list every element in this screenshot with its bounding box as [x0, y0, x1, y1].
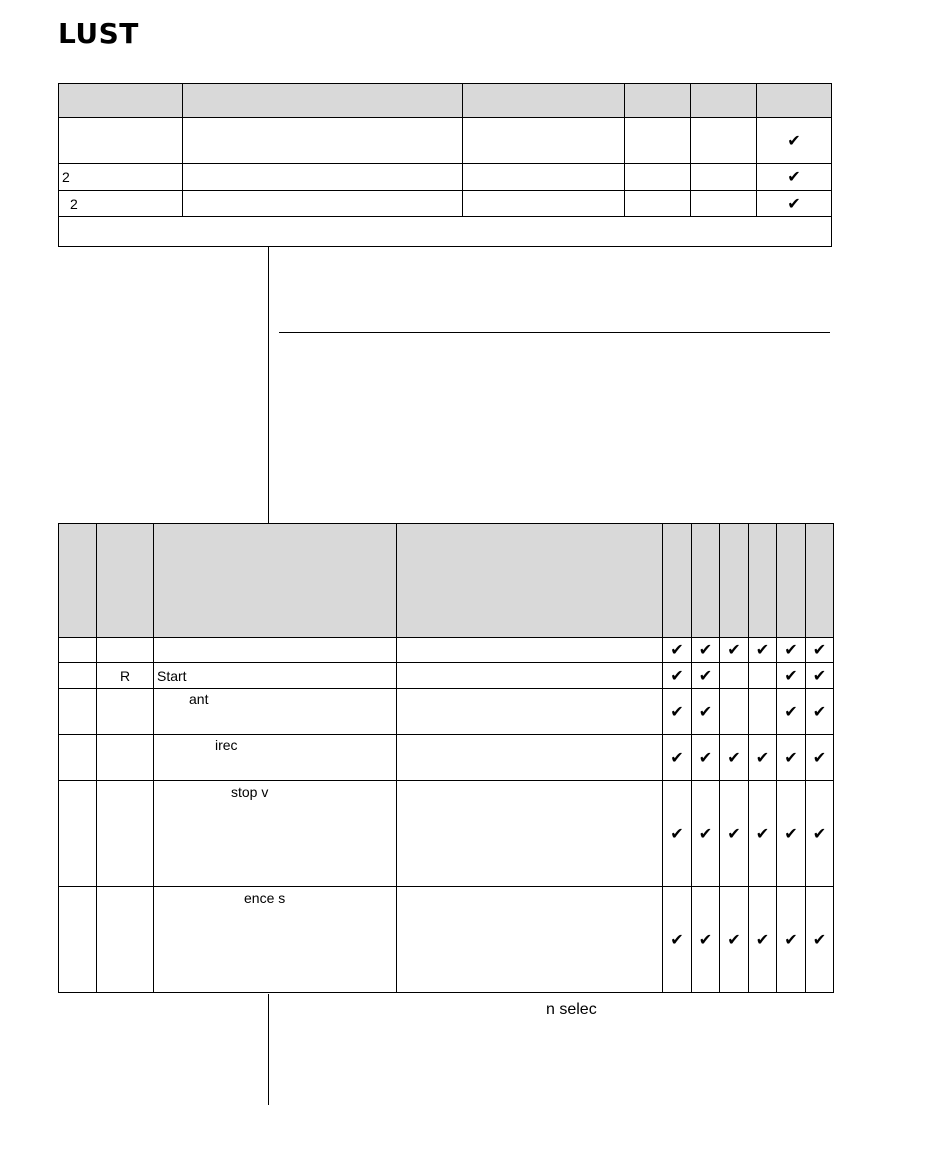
cell — [397, 638, 663, 663]
check-cell: ✔ — [806, 663, 834, 689]
cell — [691, 118, 757, 164]
header-cell — [463, 84, 625, 118]
cell — [397, 735, 663, 781]
check-cell: ✔ — [757, 118, 832, 164]
table-footer-row — [59, 217, 832, 247]
cell: R — [97, 663, 154, 689]
check-cell: ✔ — [720, 638, 749, 663]
check-cell: ✔ — [777, 887, 806, 993]
check-cell: ✔ — [692, 781, 720, 887]
cell: ence s — [154, 887, 397, 993]
check-cell: ✔ — [692, 638, 720, 663]
cell — [154, 638, 397, 663]
cell — [397, 689, 663, 735]
check-cell: ✔ — [692, 887, 720, 993]
cell — [625, 164, 691, 191]
header-cell — [691, 84, 757, 118]
table-row — [59, 663, 834, 689]
check-cell: ✔ — [663, 735, 692, 781]
table-row — [59, 118, 832, 164]
cell — [183, 191, 463, 217]
cell — [59, 663, 97, 689]
check-cell — [720, 689, 749, 735]
body-text-fragment: n selec — [546, 1001, 597, 1018]
check-cell: ✔ — [663, 689, 692, 735]
cell — [397, 663, 663, 689]
check-cell: ✔ — [806, 887, 834, 993]
check-cell: ✔ — [749, 887, 777, 993]
function-table — [58, 523, 834, 993]
cell — [625, 191, 691, 217]
check-cell: ✔ — [663, 887, 692, 993]
cell — [397, 781, 663, 887]
check-cell: ✔ — [663, 638, 692, 663]
check-cell — [749, 689, 777, 735]
header-cell — [625, 84, 691, 118]
table-header-row — [59, 524, 834, 638]
cell — [97, 887, 154, 993]
check-cell — [720, 663, 749, 689]
check-cell: ✔ — [777, 781, 806, 887]
table-row — [59, 164, 832, 191]
cell — [97, 735, 154, 781]
header-cell — [183, 84, 463, 118]
check-cell: ✔ — [757, 164, 832, 191]
margin-rule — [268, 247, 269, 524]
header-cell — [59, 84, 183, 118]
cell: stop v — [154, 781, 397, 887]
header-cell — [59, 524, 97, 638]
check-cell: ✔ — [720, 735, 749, 781]
check-cell: ✔ — [777, 735, 806, 781]
header-cell — [97, 524, 154, 638]
check-cell: ✔ — [806, 781, 834, 887]
cell — [691, 191, 757, 217]
section-divider — [279, 332, 830, 333]
check-cell: ✔ — [692, 663, 720, 689]
check-cell: ✔ — [749, 638, 777, 663]
table-row — [59, 735, 834, 781]
check-cell: ✔ — [806, 735, 834, 781]
cell: irec — [154, 735, 397, 781]
cell — [463, 191, 625, 217]
footer-cell — [59, 217, 832, 247]
cell — [59, 781, 97, 887]
cell — [183, 118, 463, 164]
cell — [97, 689, 154, 735]
check-cell: ✔ — [806, 689, 834, 735]
check-cell: ✔ — [777, 638, 806, 663]
cell — [59, 887, 97, 993]
parameter-table-top — [58, 83, 832, 247]
header-cell — [397, 524, 663, 638]
check-cell — [749, 663, 777, 689]
cell — [463, 164, 625, 191]
header-cell — [720, 524, 749, 638]
check-cell: ✔ — [749, 735, 777, 781]
table-row — [59, 689, 834, 735]
cell: ant — [154, 689, 397, 735]
check-cell: ✔ — [777, 663, 806, 689]
cell — [97, 638, 154, 663]
cell — [59, 689, 97, 735]
table-header-row — [59, 84, 832, 118]
header-cell — [749, 524, 777, 638]
check-cell: ✔ — [757, 191, 832, 217]
header-cell — [692, 524, 720, 638]
cell: Start — [154, 663, 397, 689]
table-row — [59, 191, 832, 217]
cell — [397, 887, 663, 993]
check-cell: ✔ — [720, 781, 749, 887]
check-cell: ✔ — [749, 781, 777, 887]
cell: 2 — [59, 191, 183, 217]
cell — [59, 638, 97, 663]
header-cell — [757, 84, 832, 118]
check-cell: ✔ — [806, 638, 834, 663]
cell — [625, 118, 691, 164]
table-row — [59, 887, 834, 993]
header-cell — [806, 524, 834, 638]
margin-rule-bottom — [268, 994, 269, 1105]
check-cell: ✔ — [663, 663, 692, 689]
header-cell — [154, 524, 397, 638]
cell — [97, 781, 154, 887]
check-cell: ✔ — [663, 781, 692, 887]
check-cell: ✔ — [777, 689, 806, 735]
cell — [59, 118, 183, 164]
company-logo: LUST — [58, 17, 139, 50]
check-cell: ✔ — [720, 887, 749, 993]
cell — [183, 164, 463, 191]
cell: 2 — [59, 164, 183, 191]
cell — [691, 164, 757, 191]
cell — [463, 118, 625, 164]
check-cell: ✔ — [692, 689, 720, 735]
header-cell — [663, 524, 692, 638]
table-row — [59, 781, 834, 887]
cell — [59, 735, 97, 781]
header-cell — [777, 524, 806, 638]
table-row — [59, 638, 834, 663]
check-cell: ✔ — [692, 735, 720, 781]
